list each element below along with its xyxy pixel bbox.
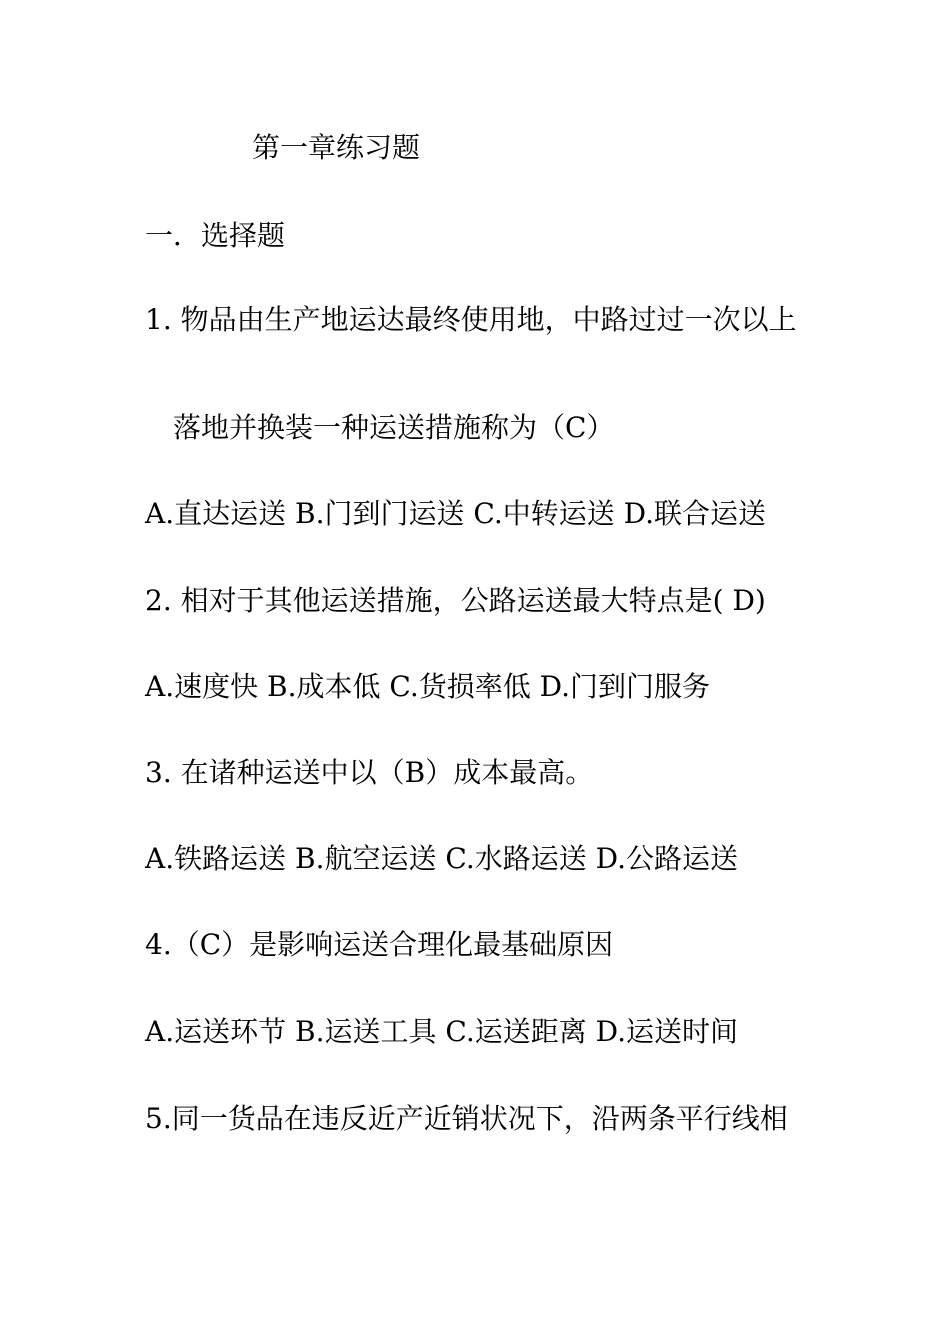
question-3: 3. 在诸种运送中以（B）成本最高。 bbox=[145, 756, 594, 789]
question-4-options: A.运送环节 B.运送工具 C.运送距离 D.运送时间 bbox=[145, 1015, 738, 1048]
question-2-options: A.速度快 B.成本低 C.货损率低 D.门到门服务 bbox=[145, 670, 710, 703]
question-2: 2. 相对于其他运送措施，公路运送最大特点是( D) bbox=[145, 584, 766, 617]
page-title: 第一章练习题 bbox=[252, 131, 421, 164]
question-3-options: A.铁路运送 B.航空运送 C.水路运送 D.公路运送 bbox=[145, 842, 738, 875]
question-5-line-1: 5.同一货品在违反近产近销状况下，沿两条平行线相 bbox=[145, 1102, 788, 1135]
question-1-options: A.直达运送 B.门到门运送 C.中转运送 D.联合运送 bbox=[145, 497, 766, 530]
question-1-line-1: 1. 物品由生产地运达最终使用地，中路过过一次以上 bbox=[145, 303, 797, 336]
section-heading: 一．选择题 bbox=[145, 219, 286, 252]
question-4: 4.（C）是影响运送合理化最基础原因 bbox=[145, 928, 614, 961]
question-1-line-2: 落地并换装一种运送措施称为（C） bbox=[173, 411, 615, 444]
